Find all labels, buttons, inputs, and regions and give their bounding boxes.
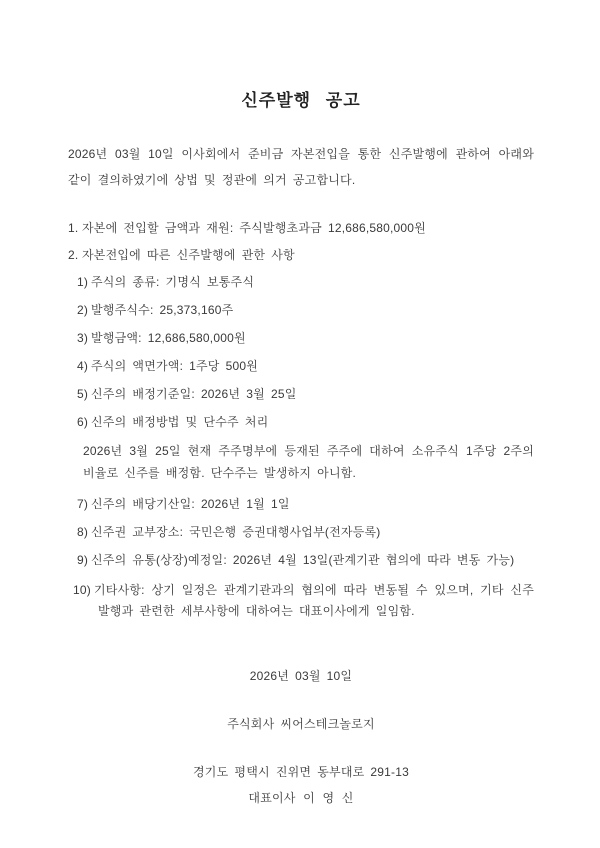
sub-item-text: 주식의 액면가액: 1주당 500원: [91, 359, 259, 373]
sub-item-share-type: [77, 274, 534, 290]
sub-item-number: 4): [77, 359, 89, 373]
sub-item-text: 신주의 배정기준일: 2026년 3월 25일: [91, 387, 297, 401]
ceo-name: 대표이사 이 영 신: [248, 791, 354, 805]
sub-item-dividend-date: [77, 496, 534, 512]
sub-item-number: 7): [77, 497, 89, 511]
sub-item-number: 5): [77, 387, 89, 401]
sub-item-listing-date: [77, 552, 534, 568]
list-item-issuance-matters: [68, 247, 534, 263]
company-address: 경기도 평택시 진위면 동부대로 291-13: [193, 765, 409, 779]
sub-item-number: 1): [77, 275, 89, 289]
sub-item-number: 3): [77, 331, 89, 345]
company-name: 주식회사 씨어스테크놀로지: [227, 717, 375, 731]
sub-item-number: 9): [77, 553, 89, 567]
sub-item-number: 10): [73, 583, 91, 597]
list-item-text: 자본전입에 따른 신주발행에 관한 사항: [82, 248, 295, 262]
list-item-text: 자본에 전입할 금액과 재원: 주식발행초과금 12,686,580,000원: [82, 221, 426, 235]
sub-item-list: [73, 274, 534, 622]
list-item-capital-source: [68, 220, 534, 236]
sub-item-text: 발행주식수: 25,373,160주: [91, 303, 234, 317]
sub-item-par-value: [77, 358, 534, 374]
sub-item-text: 신주권 교부장소: 국민은행 증권대행사업부(전자등록): [91, 525, 381, 539]
sub-item-text: 신주의 유통(상장)예정일: 2026년 4월 13일(관계기관 협의에 따라 변동 가능): [91, 553, 515, 567]
sub-item-text: 주식의 종류: 기명식 보통주식: [91, 275, 255, 289]
sub-item-number: 2): [77, 303, 89, 317]
sub-item-text: 발행금액: 12,686,580,000원: [91, 331, 246, 345]
sub-item-text: 신주의 배정방법 및 단수주 처리: [91, 415, 269, 429]
sub-item-other-matters: [73, 580, 534, 622]
sub-item-issue-amount: [77, 330, 534, 346]
sub-item-text: 신주의 배당기산일: 2026년 1월 1일: [91, 497, 290, 511]
sub-item-text: 기타사항: 상기 일정은 관계기관과의 협의에 따라 변동될 수 있으며, 기타 신주 발행과 관련한 세부사항에 대하여는 대표이사에게 일임함.: [94, 583, 534, 618]
page-title: 신주발행 공고: [241, 91, 361, 110]
sub-item-record-date: [77, 386, 534, 402]
sub-item-certificate-place: [77, 524, 534, 540]
allotment-note-paragraph: 2026년 3월 25일 현재 주주명부에 등재된 주주에 대하여 소유주식 1주당 2주의 비율로 신주를 배정함. 단수주는 발생하지 아니함.: [83, 444, 534, 480]
sub-item-allotment-method: [77, 414, 534, 430]
list-item-number: 2.: [68, 248, 79, 262]
sub-item-share-count: [77, 302, 534, 318]
notice-date: 2026년 03월 10일: [249, 669, 353, 683]
sub-item-number: 6): [77, 415, 89, 429]
intro-paragraph: 2026년 03월 10일 이사회에서 준비금 자본전입을 통한 신주발행에 관하여 아래와 같이 결의하였기에 상법 및 정관에 의거 공고합니다.: [68, 147, 534, 187]
sub-item-number: 8): [77, 525, 89, 539]
list-item-number: 1.: [68, 221, 79, 235]
